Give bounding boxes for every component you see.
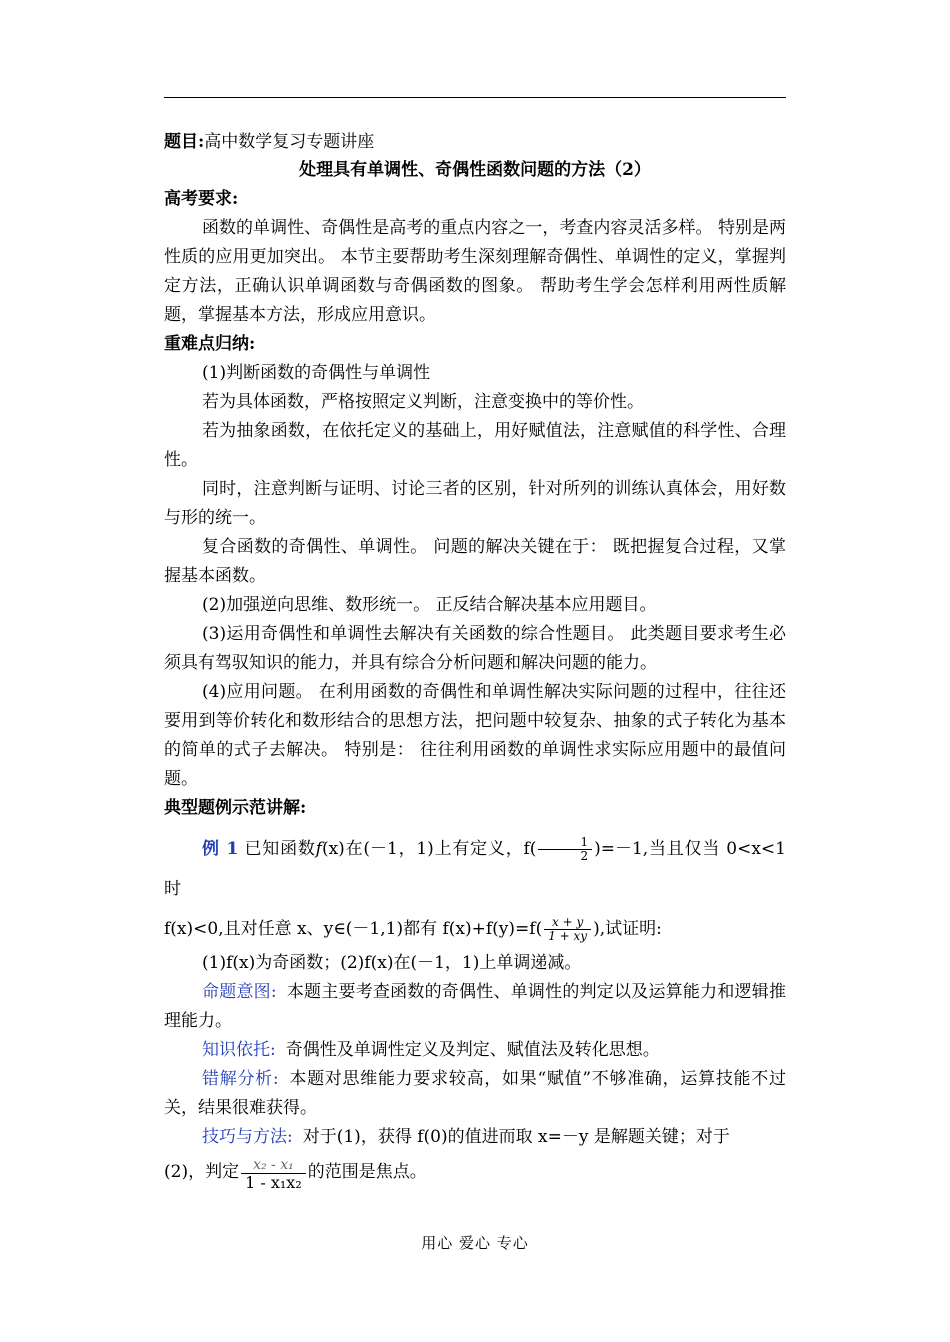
page-footer: 用心 爱心 专心: [421, 1234, 529, 1252]
basis-label: 知识依托:: [202, 1040, 276, 1060]
skill-line2-b: 的范围是焦点。: [307, 1162, 427, 1182]
key-point-1: (1)判断函数的奇偶性与单调性: [202, 363, 431, 383]
fraction-one-half: [538, 836, 592, 863]
example-text-b: (x)在(－1，1)上有定义，: [321, 839, 524, 859]
section-heading-examples: 典型题例示范讲解:: [164, 798, 307, 818]
key-point-3: 若为抽象函数，在依托定义的基础上，用好赋值法，注意赋值的科学性、合理性。: [164, 421, 786, 470]
fraction-one-half-denominator: 2: [580, 849, 589, 863]
example-text-a: 已知函数: [244, 839, 316, 859]
key-point-6: (2)加强逆向思维、数形统一。 正反结合解决基本应用题目。: [202, 595, 657, 615]
skill-label: 技巧与方法:: [202, 1127, 293, 1147]
key-point-8: (4)应用问题。 在利用函数的奇偶性和单调性解决实际问题的过程中，往往还要用到等价转化和数形结合的思想方法，把问题中较复杂、抽象的式子转化为基本的简单的式子去解决。 特别是： 往往利用函数的单调性求实际应用题中的最值问题。: [164, 682, 786, 789]
key-point-2: 若为具体函数，严格按照定义判断，注意变换中的等价性。: [202, 392, 644, 412]
intent-text: 本题主要考查函数的奇偶性、单调性的判定以及运算能力和逻辑推理能力。: [164, 982, 786, 1031]
fraction-x2-minus-x1-denominator: 1 - x₁x₂: [245, 1173, 302, 1193]
fraction-one-half-numerator: 1: [538, 836, 592, 850]
fraction-x-plus-y: [544, 916, 591, 943]
fraction-x2-minus-x1: [241, 1158, 306, 1192]
example-1-line-1: [164, 829, 786, 909]
top-rule: [164, 97, 786, 98]
skill-line-2: [164, 1158, 786, 1192]
error-text: 本题对思维能力要求较高，如果“赋值”不够准确，运算技能不过关，结果很难获得。: [164, 1069, 786, 1118]
example-line2-a: f(x)<0,且对任意 x、y∈(－1,1)都有 f(x)+f(y)=f(: [164, 919, 543, 939]
error-paragraph: [164, 1065, 786, 1123]
skill-paragraph: [164, 1123, 786, 1152]
skill-line2-a: (2)，判定: [164, 1162, 240, 1182]
document-body: [164, 128, 786, 1192]
fraction-x2-minus-x1-numerator: x₂ - x₁: [241, 1158, 306, 1174]
example-1-line-2: [164, 909, 786, 949]
skill-text: 对于(1)，获得 f(0)的值进而取 x=－y 是解题关键；对于: [302, 1127, 730, 1147]
key-point-7: (3)运用奇偶性和单调性去解决有关函数的综合性题目。 此类题目要求考生必须具有驾驭知识的能力，并具有综合分析问题和解决问题的能力。: [164, 624, 786, 673]
example-text-c: f(: [523, 839, 537, 859]
example-fx: f: [315, 839, 322, 859]
topic-label: 题目:: [164, 132, 205, 152]
error-label: 错解分析:: [202, 1069, 279, 1089]
intent-paragraph: [164, 978, 786, 1036]
key-point-4: 同时，注意判断与证明、讨论三者的区别，针对所列的训练认真体会，用好数与形的统一。: [164, 479, 786, 528]
basis-paragraph: [164, 1036, 786, 1065]
topic-text: 高中数学复习专题讲座: [204, 132, 375, 152]
example-label: 例 1: [202, 839, 239, 859]
fraction-x-plus-y-numerator: x + y: [544, 916, 591, 930]
key-point-5: 复合函数的奇偶性、单调性。 问题的解决关键在于： 既把握复合过程，又掌握基本函数。: [164, 537, 786, 586]
requirements-paragraph: 函数的单调性、奇偶性是高考的重点内容之一，考查内容灵活多样。 特别是两性质的应用更加突出。 本节主要帮助考生深刻理解奇偶性、单调性的定义，掌握判定方法，正确认识单调函数与奇偶函数的图象。 帮助考生学会怎样利用两性质解题，掌握基本方法，形成应用意识。: [164, 218, 786, 325]
section-heading-requirements: 高考要求:: [164, 189, 239, 209]
intent-label: 命题意图:: [202, 982, 277, 1002]
basis-text: 奇偶性及单调性定义及判定、赋值法及转化思想。: [285, 1040, 660, 1060]
topic-line: [164, 128, 786, 157]
example-line2-b: ),试证明:: [593, 919, 662, 939]
example-text-d: )=－1,当且仅当 0<x<1 时: [164, 839, 786, 899]
example-1-line-3: (1)f(x)为奇函数；(2)f(x)在(－1，1)上单调递减。: [202, 953, 582, 973]
document-subtitle: 处理具有单调性、奇偶性函数问题的方法（2）: [299, 160, 651, 180]
section-heading-key-points: 重难点归纳:: [164, 334, 256, 354]
fraction-x-plus-y-denominator: 1 + xy: [548, 929, 588, 943]
